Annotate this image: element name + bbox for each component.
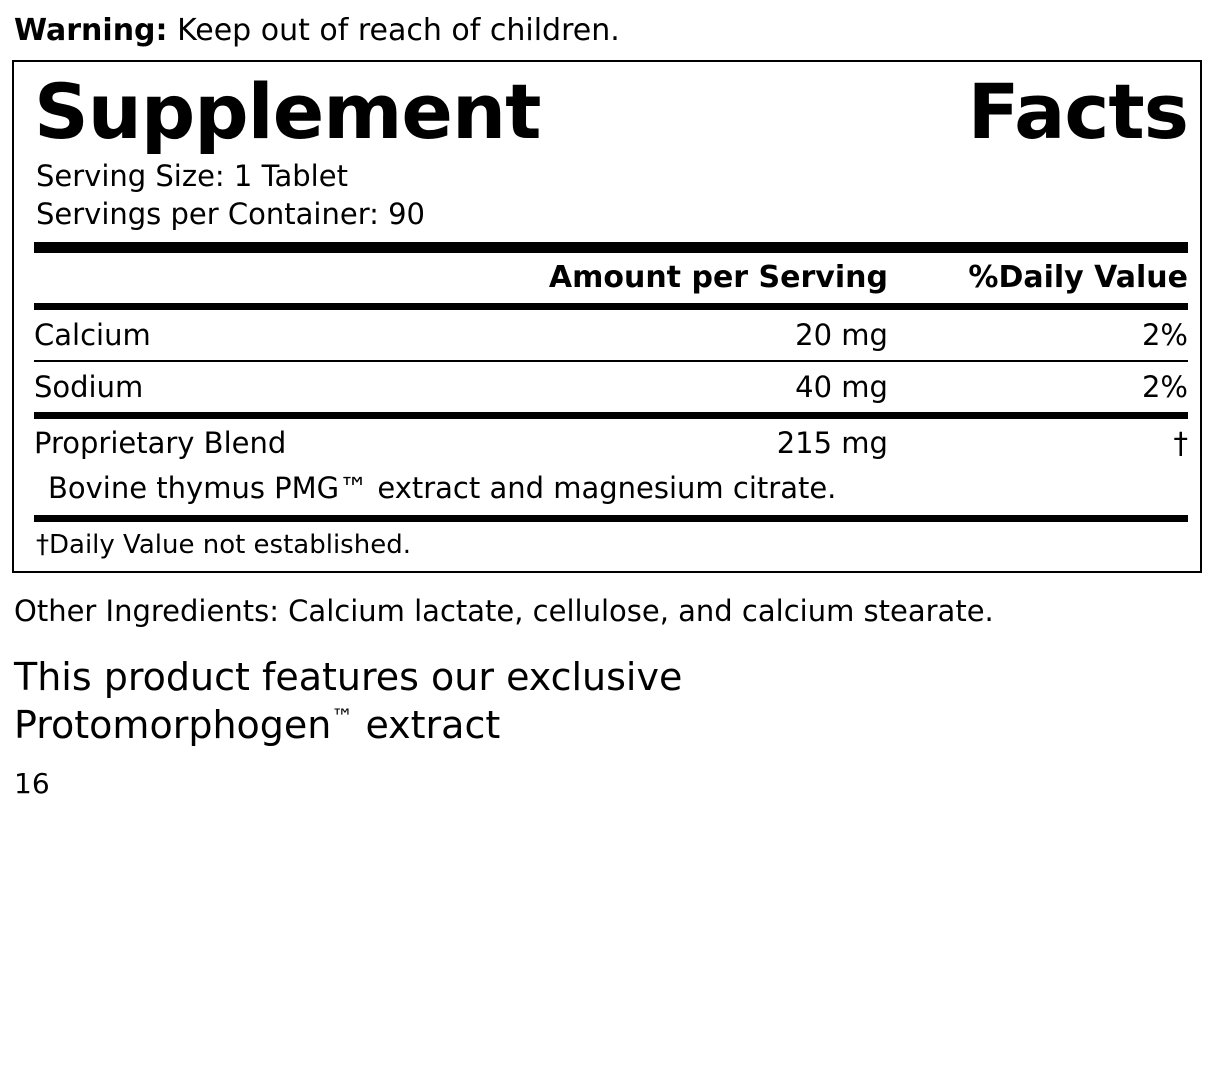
rule-above-blend <box>34 412 1188 419</box>
rule-above-headers <box>34 242 1188 253</box>
feature-text <box>12 629 914 749</box>
nutrient-name: Sodium <box>34 370 144 404</box>
warning-text: Keep out of reach of children. <box>167 13 620 48</box>
nutrient-daily-value: 2% <box>1141 370 1188 404</box>
title-word-facts: Facts <box>967 67 1188 156</box>
nutrition-rows-table-2 <box>34 362 1188 412</box>
header-nutrient <box>34 253 473 303</box>
trademark-symbol: ™ <box>331 705 354 731</box>
header-amount-per-serving: Amount per Serving <box>548 260 888 295</box>
blend-description: Bovine thymus PMG™ extract and magnesium citrate. <box>48 471 837 505</box>
table-row <box>34 419 1188 467</box>
table-header-row <box>34 253 1188 303</box>
nutrient-name: Calcium <box>34 318 151 352</box>
nutrient-daily-value: 2% <box>1141 318 1188 352</box>
warning-label: Warning: <box>14 13 168 48</box>
feature-suffix: extract <box>353 703 501 747</box>
supplement-facts-title <box>24 66 1190 156</box>
rule-below-headers <box>34 303 1188 310</box>
blend-name: Proprietary Blend <box>34 426 287 460</box>
serving-size: Serving Size: 1 Tablet <box>36 159 348 193</box>
proprietary-blend-table <box>34 419 1188 467</box>
feature-brand: Protomorphogen <box>14 703 332 747</box>
feature-line-2 <box>14 701 914 749</box>
servings-per-container: Servings per Container: 90 <box>36 197 425 231</box>
header-daily-value: %Daily Value <box>968 260 1188 295</box>
table-row <box>34 362 1188 412</box>
nutrition-header-table <box>34 253 1188 303</box>
table-row <box>34 310 1188 360</box>
rule-below-blend <box>34 515 1188 522</box>
supplement-facts-panel <box>12 60 1202 573</box>
nutrient-amount: 20 mg <box>795 318 888 352</box>
other-ingredients: Other Ingredients: Calcium lactate, cellulose, and calcium stearate. <box>14 594 994 628</box>
daily-value-footnote: †Daily Value not established. <box>36 530 411 560</box>
blend-daily-value: † <box>1173 426 1188 460</box>
nutrition-rows-table <box>34 310 1188 360</box>
page-number: 16 <box>14 767 50 800</box>
blend-amount: 215 mg <box>776 426 888 460</box>
nutrient-amount: 40 mg <box>795 370 888 404</box>
title-word-supplement: Supplement <box>34 67 541 156</box>
warning-line <box>12 0 1202 60</box>
feature-line-1: This product features our exclusive <box>14 655 683 699</box>
